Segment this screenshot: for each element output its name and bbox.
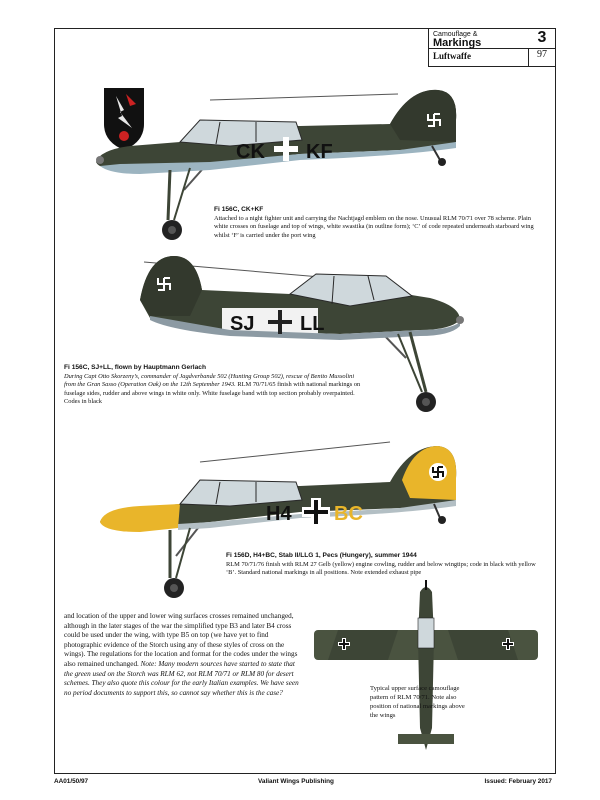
header-subtitle: Luftwaffe [433,51,471,61]
footer-publisher: Valiant Wings Publishing [258,778,334,785]
caption-ckkf [214,206,539,240]
yellow-cowling [100,504,180,532]
footer-ref: AA01/50/97 [54,778,89,785]
section-header [428,28,556,67]
header-title: Markings [433,37,482,49]
code-left: H4 [266,503,292,525]
caption-text: RLM 70/71/65 finish with national markings on fuselage sides, rudder and above wings in white only. White fuselage band with top section probably overpainted. Codes in black [64,381,361,406]
code-right: KF [306,141,333,163]
code-right: LL [300,313,325,335]
code-left: SJ [230,313,255,335]
swastika-icon [429,463,447,481]
caption-title: Fi 156C, CK+KF [214,206,264,213]
page-number: 97 [537,49,547,60]
caption-history: During Capt Otto Skorzeny’s, commander of Jagdverbande 502 (Hunting Group 502), rescue of Benito Mussolini from the Gran Sasso (Operation Oak) on the 12th September 1943. [64,372,355,389]
nachtjagd-emblem-icon [104,88,144,150]
top-view-drawing [308,578,544,770]
body-paragraph: and location of the upper and lower wing surfaces crosses remained unchanged, although in the later stages of the war the simplified type B3 and later B4 cross could be used under the wing, with type B5 on top (we have yet to find photographic evidence of the Storch using any of these styles of cross on the wings). The regulations for the location and format for the codes under the wings also remained unchanged. [64,612,298,668]
caption-sjll [64,364,364,407]
body-note: Note: Many modern sources have started to state that the green used on the Storch was RLM 62, not RLM 70/71 or RLM 80 for desert schemes. They also quote this colour for the early Italian examples. We have seen no period documents to support this, so cannot say whether this is the case? [64,659,299,697]
chapter-number: 3 [537,29,547,46]
footer-issued: Issued: February 2017 [484,778,552,785]
code-left: CK [236,141,265,163]
code-right: BC [334,503,363,525]
body-text [64,612,300,698]
caption-title: Fi 156D, H4+BC, Stab II/LLG 1, Pecs (Hungery), summer 1944 [226,552,417,559]
caption-text: RLM 70/71/76 finish with RLM 27 Gelb (yellow) engine cowling, rudder and below wingtips; code in black with yellow ‘B’. Standard national markings in all positions. Note extended exhaust pipe [226,560,536,577]
caption-title: Fi 156C, SJ+LL, flown by Hauptmann Gerlach [64,364,206,371]
top-view-caption: Typical upper surface camouflage pattern of RLM 70/71. Note also position of national markings above the wings [370,685,465,719]
header-category: Camouflage & [433,31,478,38]
caption-h4bc [226,552,544,578]
caption-text: Attached to a night fighter unit and carrying the Nachtjagd emblem on the nose. Unusual RLM 70/71 over 78 scheme. Plain white crosses on fuselage and top of wings, white swastika (in outline form); ‘C’ of code repeated underneath starboard wing whilst ‘F’ is carried under the port wing [214,214,534,239]
